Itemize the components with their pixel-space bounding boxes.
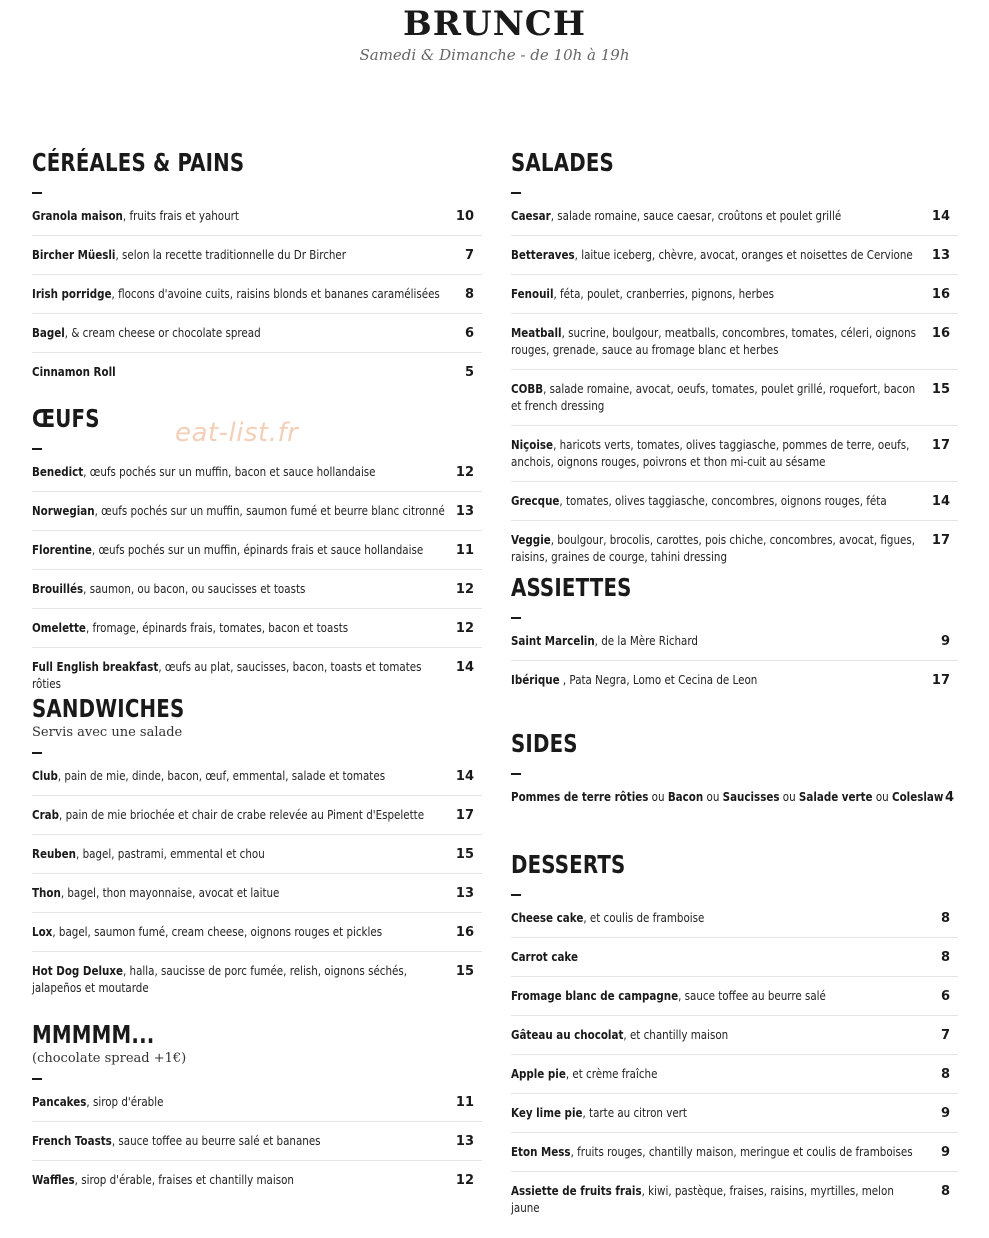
item-description: , œufs pochés sur un muffin, épinards frais et sauce hollandaise [91,543,424,557]
section-divider [511,894,521,896]
item-price: 17 [931,438,950,453]
list-item [511,1027,958,1055]
item-text [32,924,481,941]
item-name: Assiette de fruits frais [511,1184,642,1198]
list-item [32,1094,482,1122]
section-salades [511,148,958,587]
section-title: ŒUFS [32,404,100,433]
item-price: 6 [940,989,950,1004]
item-price: 14 [455,769,474,784]
item-name: Carrot cake [511,950,578,964]
list-item [511,532,958,576]
item-price: 7 [464,248,474,263]
section-note: (chocolate spread +1€) [32,1051,187,1066]
list-item [511,1105,958,1133]
item-text [511,493,957,510]
item-name: Gâteau au chocolat [511,1028,624,1042]
sides-option: Salade verte [798,790,873,804]
item-description: , Pata Negra, Lomo et Cecina de Leon [559,673,758,687]
list-item [511,437,958,482]
item-price: 13 [931,248,950,263]
section-title: SALADES [511,148,614,177]
list-item [32,581,482,609]
item-list [511,910,958,1227]
item-description: , sauce toffee au beurre salé et bananes [111,1134,321,1148]
item-text [32,1133,481,1150]
item-price: 15 [455,964,474,979]
list-item [32,247,482,275]
item-description: , sirop d'érable [86,1095,164,1109]
section-title: ASSIETTES [511,573,632,602]
item-price: 4 [944,790,954,805]
item-price: 16 [931,326,950,341]
section-oeufs [32,404,482,714]
item-price: 9 [940,634,950,649]
item-price: 14 [931,494,950,509]
item-price: 17 [455,808,474,823]
list-item [32,325,482,353]
item-description: , saumon, ou bacon, ou saucisses et toasts [83,582,306,596]
item-description: , haricots verts, tomates, olives taggiasche, pommes de terre, oeufs, anchois, oignons rouges, poivrons et thon mi-cuit au sésame [511,438,910,469]
item-price: 15 [931,382,950,397]
item-list [32,768,482,1007]
section-title: SANDWICHES [32,694,185,723]
section-note: Servis avec une salade [32,725,183,740]
item-text [32,659,481,693]
item-text [32,885,481,902]
item-text [511,325,957,359]
list-item [32,286,482,314]
list-item [511,286,958,314]
page-subtitle: Samedi & Dimanche - de 10h à 19h [359,46,630,64]
sides-separator: ou [651,790,665,804]
item-price: 8 [940,911,950,926]
item-description: , tomates, olives taggiasche, concombres, oignons rouges, féta [559,494,887,508]
list-item [32,1172,482,1199]
item-price: 12 [455,465,474,480]
section-divider [511,192,521,194]
sides-option: Bacon [667,790,704,804]
section-title: SIDES [511,729,578,758]
item-name: Norwegian [32,504,95,518]
list-item [32,208,482,236]
section-title: DESSERTS [511,850,626,879]
item-name: Pancakes [32,1095,87,1109]
item-price: 6 [464,326,474,341]
item-description: , laitue iceberg, chèvre, avocat, oranges et noisettes de Cervione [574,248,913,262]
item-text [32,542,481,559]
item-name: Saint Marcelin [511,634,595,648]
item-name: Ibérique [511,673,560,687]
item-price: 13 [455,504,474,519]
item-name: Eton Mess [511,1145,571,1159]
item-text [32,1094,481,1111]
item-price: 8 [940,1184,950,1199]
item-description: , fruits rouges, chantilly maison, meringue et coulis de framboises [570,1145,913,1159]
item-description: , fruits frais et yahourt [122,209,239,223]
item-price: 9 [940,1106,950,1121]
item-description: , œufs pochés sur un muffin, saumon fumé et beurre blanc citronné [94,504,445,518]
list-item [32,807,482,835]
item-text [511,949,957,966]
item-name: Omelette [32,621,86,635]
item-text [511,988,957,1005]
item-list [32,1094,482,1199]
item-list [32,208,482,391]
section-title: CÉRÉALES & PAINS [32,148,245,177]
list-item [32,464,482,492]
section-mmmmm [32,1020,482,1210]
item-name: Betteraves [511,248,575,262]
item-price: 13 [455,1134,474,1149]
sides-option: Pommes de terre rôties [511,790,649,804]
item-text [511,1105,957,1122]
list-item [511,381,958,426]
item-text [511,1066,957,1083]
item-name: Veggie [511,533,551,547]
item-price: 10 [455,209,474,224]
item-list [511,633,958,699]
sides-option: Saucisses [722,790,780,804]
item-description: , et chantilly maison [623,1028,729,1042]
item-price: 9 [940,1145,950,1160]
item-description: , féta, poulet, cranberries, pignons, herbes [553,287,775,301]
item-text [511,208,957,225]
item-text [32,807,481,824]
item-price: 17 [931,673,950,688]
item-description: , sirop d'érable, fraises et chantilly maison [74,1173,294,1187]
item-price: 16 [455,925,474,940]
sides-separator: ou [782,790,796,804]
item-description: , flocons d'avoine cuits, raisins blonds et bananes caramélisées [111,287,440,301]
item-description: , pain de mie, dinde, bacon, œuf, emmental, salade et tomates [57,769,386,783]
sides-separator: ou [706,790,720,804]
item-name: Key lime pie [511,1106,583,1120]
list-item [32,1133,482,1161]
item-description: , sucrine, boulgour, meatballs, concombres, tomates, céleri, oignons rouges, grenade, sauce au fromage blanc et herbes [511,326,917,357]
item-price: 8 [464,287,474,302]
item-description: , de la Mère Richard [594,634,698,648]
sides-separator: ou [875,790,889,804]
list-item [511,988,958,1016]
item-description: , œufs au plat, saucisses, bacon, toasts et tomates rôties [32,660,422,691]
item-text [511,1027,957,1044]
item-text [32,581,481,598]
item-text [511,1144,957,1161]
sides-option: Coleslaw [892,790,944,804]
list-item [511,493,958,521]
item-text [511,532,957,566]
list-item [511,949,958,977]
item-price: 7 [940,1028,950,1043]
item-name: Crab [32,808,60,822]
item-name: Fromage blanc de campagne [511,989,679,1003]
item-description: , œufs pochés sur un muffin, bacon et sauce hollandaise [83,465,376,479]
item-text [511,437,957,471]
section-divider [32,752,42,754]
page-header [0,4,989,64]
item-name: French Toasts [32,1134,112,1148]
list-item [32,620,482,648]
section-divider [511,773,521,775]
item-description: , salade romaine, avocat, oeufs, tomates, poulet grillé, roquefort, bacon et french dressing [511,382,916,413]
item-name: Thon [32,886,61,900]
section-divider [32,448,42,450]
item-description: , & cream cheese or chocolate spread [64,326,261,340]
item-name: Benedict [32,465,84,479]
list-item [511,672,958,699]
page-title: BRUNCH [403,4,586,44]
section-title: MMMMM... [32,1020,155,1049]
item-description: , salade romaine, sauce caesar, croûtons et poulet grillé [550,209,842,223]
list-item [32,542,482,570]
item-price: 12 [455,582,474,597]
list-item [32,503,482,531]
item-price: 16 [931,287,950,302]
item-price: 12 [455,621,474,636]
item-name: Cheese cake [511,911,584,925]
item-description: , bagel, pastrami, emmental et chou [76,847,265,861]
item-description: , selon la recette traditionnelle du Dr Bircher [115,248,347,262]
item-name: Cinnamon Roll [32,365,116,379]
list-item [32,364,482,391]
item-name: Granola maison [32,209,123,223]
item-text [511,672,957,689]
item-description: , fromage, épinards frais, tomates, bacon et toasts [85,621,349,635]
item-name: Lox [32,925,53,939]
list-item [511,247,958,275]
item-description: , boulgour, brocolis, carottes, pois chiche, concombres, avocat, figues, raisins, graines de courge, tahini dressing [511,533,915,564]
list-item [511,789,958,826]
item-text [32,364,481,381]
item-name: Irish porridge [32,287,112,301]
section-desserts [511,850,958,1238]
item-text [511,381,957,415]
item-text [32,247,481,264]
item-text [32,620,481,637]
item-price: 13 [455,886,474,901]
item-description: , tarte au citron vert [582,1106,687,1120]
item-description: , pain de mie briochée et chair de crabe relevée au Piment d'Espelette [59,808,425,822]
section-divider [32,192,42,194]
section-divider [32,1078,42,1080]
section-divider [511,617,521,619]
list-item [511,910,958,938]
item-price: 5 [464,365,474,380]
item-text [511,247,957,264]
item-text [511,633,957,650]
item-description: , bagel, saumon fumé, cream cheese, oignons rouges et pickles [52,925,383,939]
item-price: 12 [455,1173,474,1188]
section-sandwiches [32,694,482,1018]
section-sides [511,729,958,837]
item-description: , et coulis de framboise [583,911,705,925]
section-assiettes [511,573,958,710]
list-item [32,846,482,874]
item-text [32,846,481,863]
item-name: Niçoise [511,438,554,452]
item-price: 14 [455,660,474,675]
item-name: Florentine [32,543,92,557]
item-name: Grecque [511,494,560,508]
item-text [32,963,481,997]
item-name: Club [32,769,58,783]
list-item [511,1066,958,1094]
item-text [32,208,481,225]
list-item [32,924,482,952]
item-text [32,768,481,785]
item-name: Waffles [32,1173,75,1187]
item-price: 11 [455,543,474,558]
item-text [511,910,957,927]
item-price: 11 [455,1095,474,1110]
list-item [511,633,958,661]
item-text [32,1172,481,1189]
list-item [511,1144,958,1172]
watermark: eat-list.fr [175,418,299,448]
list-item [32,963,482,1007]
item-text [32,325,481,342]
item-list [511,208,958,576]
item-name: Meatball [511,326,562,340]
item-name: Bagel [32,326,65,340]
item-price: 8 [940,1067,950,1082]
item-price: 17 [931,533,950,548]
item-description: , et crème fraîche [565,1067,658,1081]
item-description: , sauce toffee au beurre salé [678,989,826,1003]
sides-options [511,789,957,816]
item-list [32,464,482,703]
item-text [511,286,957,303]
list-item [32,885,482,913]
item-name: Hot Dog Deluxe [32,964,123,978]
item-name: Fenouil [511,287,554,301]
list-item [511,325,958,370]
item-name: Bircher Müesli [32,248,116,262]
item-name: Apple pie [511,1067,566,1081]
list-item [511,1183,958,1227]
item-text [32,503,481,520]
item-name: Full English breakfast [32,660,159,674]
item-text [511,1183,957,1217]
list-item [32,768,482,796]
item-name: Caesar [511,209,551,223]
item-name: Brouillés [32,582,84,596]
list-item [511,208,958,236]
item-name: Reuben [32,847,77,861]
item-price: 8 [940,950,950,965]
item-name: COBB [511,382,544,396]
section-cereales [32,148,482,402]
item-text [32,464,481,481]
item-price: 14 [931,209,950,224]
item-description: , bagel, thon mayonnaise, avocat et laitue [60,886,280,900]
item-description: , kiwi, pastèque, fraises, raisins, myrtilles, melon jaune [511,1184,894,1215]
item-text [32,286,481,303]
item-price: 15 [455,847,474,862]
item-description: , halla, saucisse de porc fumée, relish, oignons séchés, jalapeños et moutarde [32,964,408,995]
